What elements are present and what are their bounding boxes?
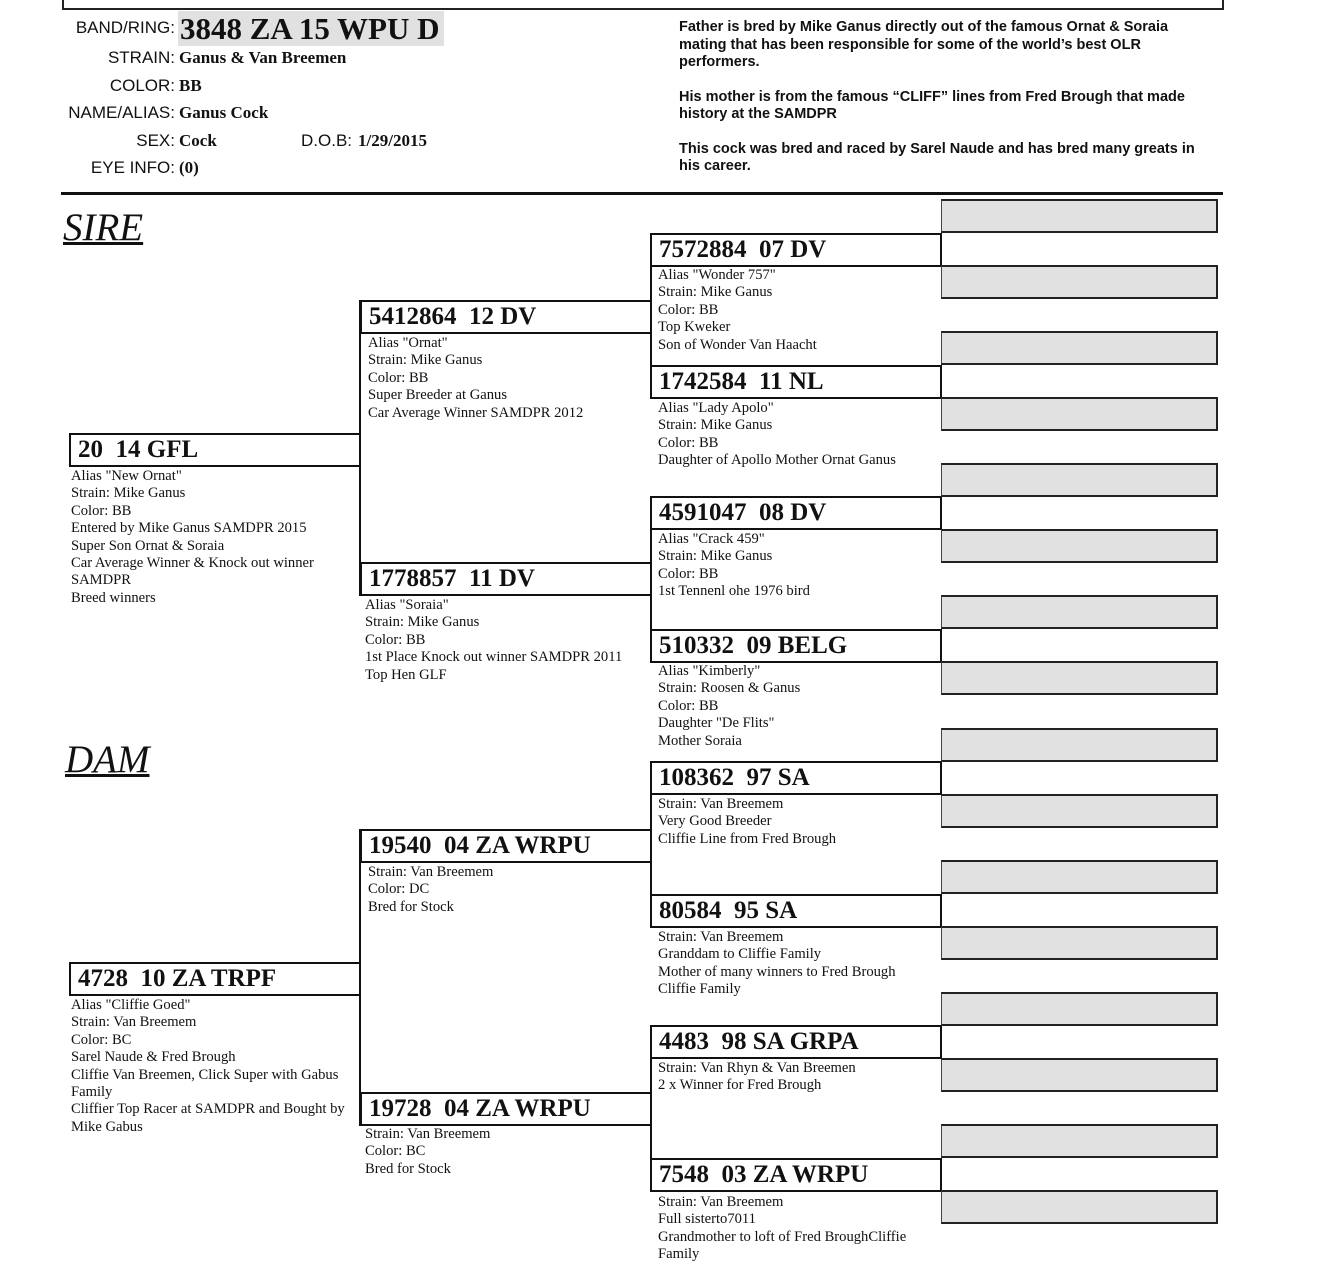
gen4-box <box>941 463 1218 497</box>
gen4-box <box>941 794 1218 828</box>
info-line: Alias "Ornat" <box>368 335 448 351</box>
info-line: Full sisterto7011 <box>658 1211 756 1228</box>
sdd-info <box>658 663 800 750</box>
info-line: Strain: Roosen & Ganus <box>658 680 801 697</box>
sex-label: SEX: <box>136 131 175 150</box>
dd-info <box>365 1126 490 1178</box>
info-line: Cliffie Line from Fred Brough <box>658 830 837 847</box>
info-line: Cliffie Family <box>658 981 741 998</box>
info-line: Color: BB <box>658 301 719 318</box>
info-line: Mike Gabus <box>71 1118 143 1135</box>
info-line: Grandmother to loft of Fred BroughCliffie <box>658 1228 907 1245</box>
dss-info <box>658 796 836 848</box>
info-line: Top Kweker <box>658 319 731 336</box>
info-line: Daughter of Apollo Mother Ornat Ganus <box>658 452 896 469</box>
info-line: Color: BB <box>658 697 719 714</box>
note-paragraph: Father is bred by Mike Ganus directly out of the famous Ornat & Soraia mating that has been responsible for some of the world’s best OLR performers. <box>679 19 1169 70</box>
dob-label: D.O.B: <box>301 131 353 150</box>
info-line: Color: BB <box>368 369 429 386</box>
strain-value: Ganus & Van Breemen <box>179 48 347 67</box>
sds-info <box>658 531 810 601</box>
info-line: Breed winners <box>71 589 156 606</box>
dam-band: 4728 10 ZA TRPF <box>69 962 361 996</box>
note-paragraph: This cock was bred and raced by Sarel Naude and has bred many greats in his career. <box>679 140 1195 174</box>
info-line: Granddam to Cliffie Family <box>658 946 822 963</box>
gen4-box <box>941 661 1218 695</box>
info-line: Super Breeder at Ganus <box>368 387 507 404</box>
gen4-box <box>941 1190 1218 1224</box>
header-divider <box>61 192 1223 195</box>
info-line: Strain: Mike Ganus <box>365 614 480 631</box>
dsd-band: 80584 95 SA <box>650 894 942 928</box>
info-line: 1st Tennenl ohe 1976 bird <box>658 583 810 600</box>
info-line: Very Good Breeder <box>658 813 772 830</box>
name-value: Ganus Cock <box>179 103 269 122</box>
dsd-info <box>658 929 896 999</box>
info-line: Strain: Mike Ganus <box>71 485 186 502</box>
info-line: Car Average Winner & Knock out winner <box>71 555 314 572</box>
info-line: Alias "New Ornat" <box>71 468 182 484</box>
dd-band: 19728 04 ZA WRPU <box>360 1092 652 1126</box>
sss-info <box>658 267 817 354</box>
gen4-box <box>941 595 1218 629</box>
color-label: COLOR: <box>109 76 175 95</box>
dds-info <box>658 1060 856 1095</box>
gen4-box <box>941 331 1218 365</box>
info-line: Mother of many winners to Fred Brough <box>658 963 896 980</box>
info-line: Mother Soraia <box>658 732 742 749</box>
info-line: SAMDPR <box>71 572 132 589</box>
info-line: Alias "Cliffie Goed" <box>71 997 191 1013</box>
band-value: 3848 ZA 15 WPU D <box>178 11 444 46</box>
info-line: Bred for Stock <box>365 1160 451 1177</box>
info-line: Strain: Van Breemem <box>658 929 784 945</box>
info-line: Strain: Van Breemem <box>658 1194 784 1210</box>
gen4-box <box>941 860 1218 894</box>
ds-info <box>368 864 493 916</box>
info-line: Alias "Soraia" <box>365 597 449 613</box>
info-line: Color: BB <box>658 565 719 582</box>
sds-band: 4591047 08 DV <box>650 496 942 530</box>
info-line: Color: BB <box>658 434 719 451</box>
page-frame-top <box>62 0 1224 10</box>
notes-block <box>679 19 1199 193</box>
ss-band: 5412864 12 DV <box>360 300 652 334</box>
gen4-box <box>941 1058 1218 1092</box>
eye-value: (0) <box>179 158 199 177</box>
info-line: Cliffie Van Breemen, Click Super with Gabus <box>71 1066 339 1083</box>
ssd-info <box>658 400 896 470</box>
gen4-box <box>941 1124 1218 1158</box>
info-line: Daughter "De Flits" <box>658 715 775 732</box>
info-line: 1st Place Knock out winner SAMDPR 2011 <box>365 649 623 666</box>
gen4-box <box>941 265 1218 299</box>
info-line: Strain: Mike Ganus <box>658 417 773 434</box>
info-line: Color: BC <box>365 1143 426 1160</box>
info-line: Bred for Stock <box>368 898 454 915</box>
info-line: 2 x Winner for Fred Brough <box>658 1077 822 1094</box>
dam-info <box>71 997 345 1136</box>
sdd-band: 510332 09 BELG <box>650 629 942 663</box>
info-line: Car Average Winner SAMDPR 2012 <box>368 404 584 421</box>
info-line: Color: BB <box>365 631 426 648</box>
gen4-box <box>941 992 1218 1026</box>
info-line: Sarel Naude & Fred Brough <box>71 1049 236 1066</box>
info-line: Super Son Ornat & Soraia <box>71 537 225 554</box>
gen4-box <box>941 199 1218 233</box>
strain-label: STRAIN: <box>107 48 175 67</box>
sd-info <box>365 597 622 684</box>
info-line: Family <box>658 1246 700 1263</box>
name-label: NAME/ALIAS: <box>68 103 175 122</box>
gen4-box <box>941 926 1218 960</box>
info-line: Strain: Van Breemem <box>368 864 494 880</box>
info-line: Son of Wonder Van Haacht <box>658 336 817 353</box>
ds-band: 19540 04 ZA WRPU <box>360 829 652 863</box>
ss-info <box>368 335 583 422</box>
info-line: Strain: Mike Ganus <box>368 352 483 369</box>
info-line: Entered by Mike Ganus SAMDPR 2015 <box>71 520 307 537</box>
dds-band: 4483 98 SA GRPA <box>650 1025 942 1059</box>
info-line: Strain: Mike Ganus <box>658 284 773 301</box>
info-line: Family <box>71 1084 113 1101</box>
info-line: Strain: Van Rhyn & Van Breemen <box>658 1060 856 1076</box>
info-line: Alias "Kimberly" <box>658 663 761 679</box>
note-paragraph: His mother is from the famous “CLIFF” lines from Fred Brough that made history at the SAMDPR <box>679 88 1185 122</box>
sd-band: 1778857 11 DV <box>360 562 652 596</box>
sss-band: 7572884 07 DV <box>650 233 942 267</box>
gen4-box <box>941 529 1218 563</box>
sire-heading: SIRE <box>63 206 144 249</box>
info-line: Color: BC <box>71 1031 132 1048</box>
sex-value: Cock <box>179 131 217 150</box>
info-line: Strain: Van Breemem <box>658 796 784 812</box>
info-line: Cliffier Top Racer at SAMDPR and Bought by <box>71 1101 345 1118</box>
sire-info <box>71 468 314 607</box>
ddd-band: 7548 03 ZA WRPU <box>650 1158 942 1192</box>
info-line: Strain: Van Breemem <box>365 1126 491 1142</box>
color-value: BB <box>179 76 202 95</box>
gen4-box <box>941 397 1218 431</box>
info-line: Strain: Mike Ganus <box>658 548 773 565</box>
info-line: Alias "Crack 459" <box>658 531 765 547</box>
sire-band: 20 14 GFL <box>69 433 361 467</box>
dam-heading: DAM <box>65 738 150 781</box>
info-line: Alias "Wonder 757" <box>658 267 776 283</box>
dss-band: 108362 97 SA <box>650 761 942 795</box>
gen4-box <box>941 728 1218 762</box>
dob-value: 1/29/2015 <box>358 131 427 150</box>
eye-label: EYE INFO: <box>90 158 175 177</box>
info-line: Color: DC <box>368 881 430 898</box>
ssd-band: 1742584 11 NL <box>650 365 942 399</box>
ddd-info <box>658 1194 906 1264</box>
info-line: Alias "Lady Apolo" <box>658 400 774 416</box>
info-line: Top Hen GLF <box>365 666 447 683</box>
band-label: BAND/RING: <box>75 18 175 37</box>
info-line: Strain: Van Breemem <box>71 1014 197 1031</box>
info-line: Color: BB <box>71 502 132 519</box>
